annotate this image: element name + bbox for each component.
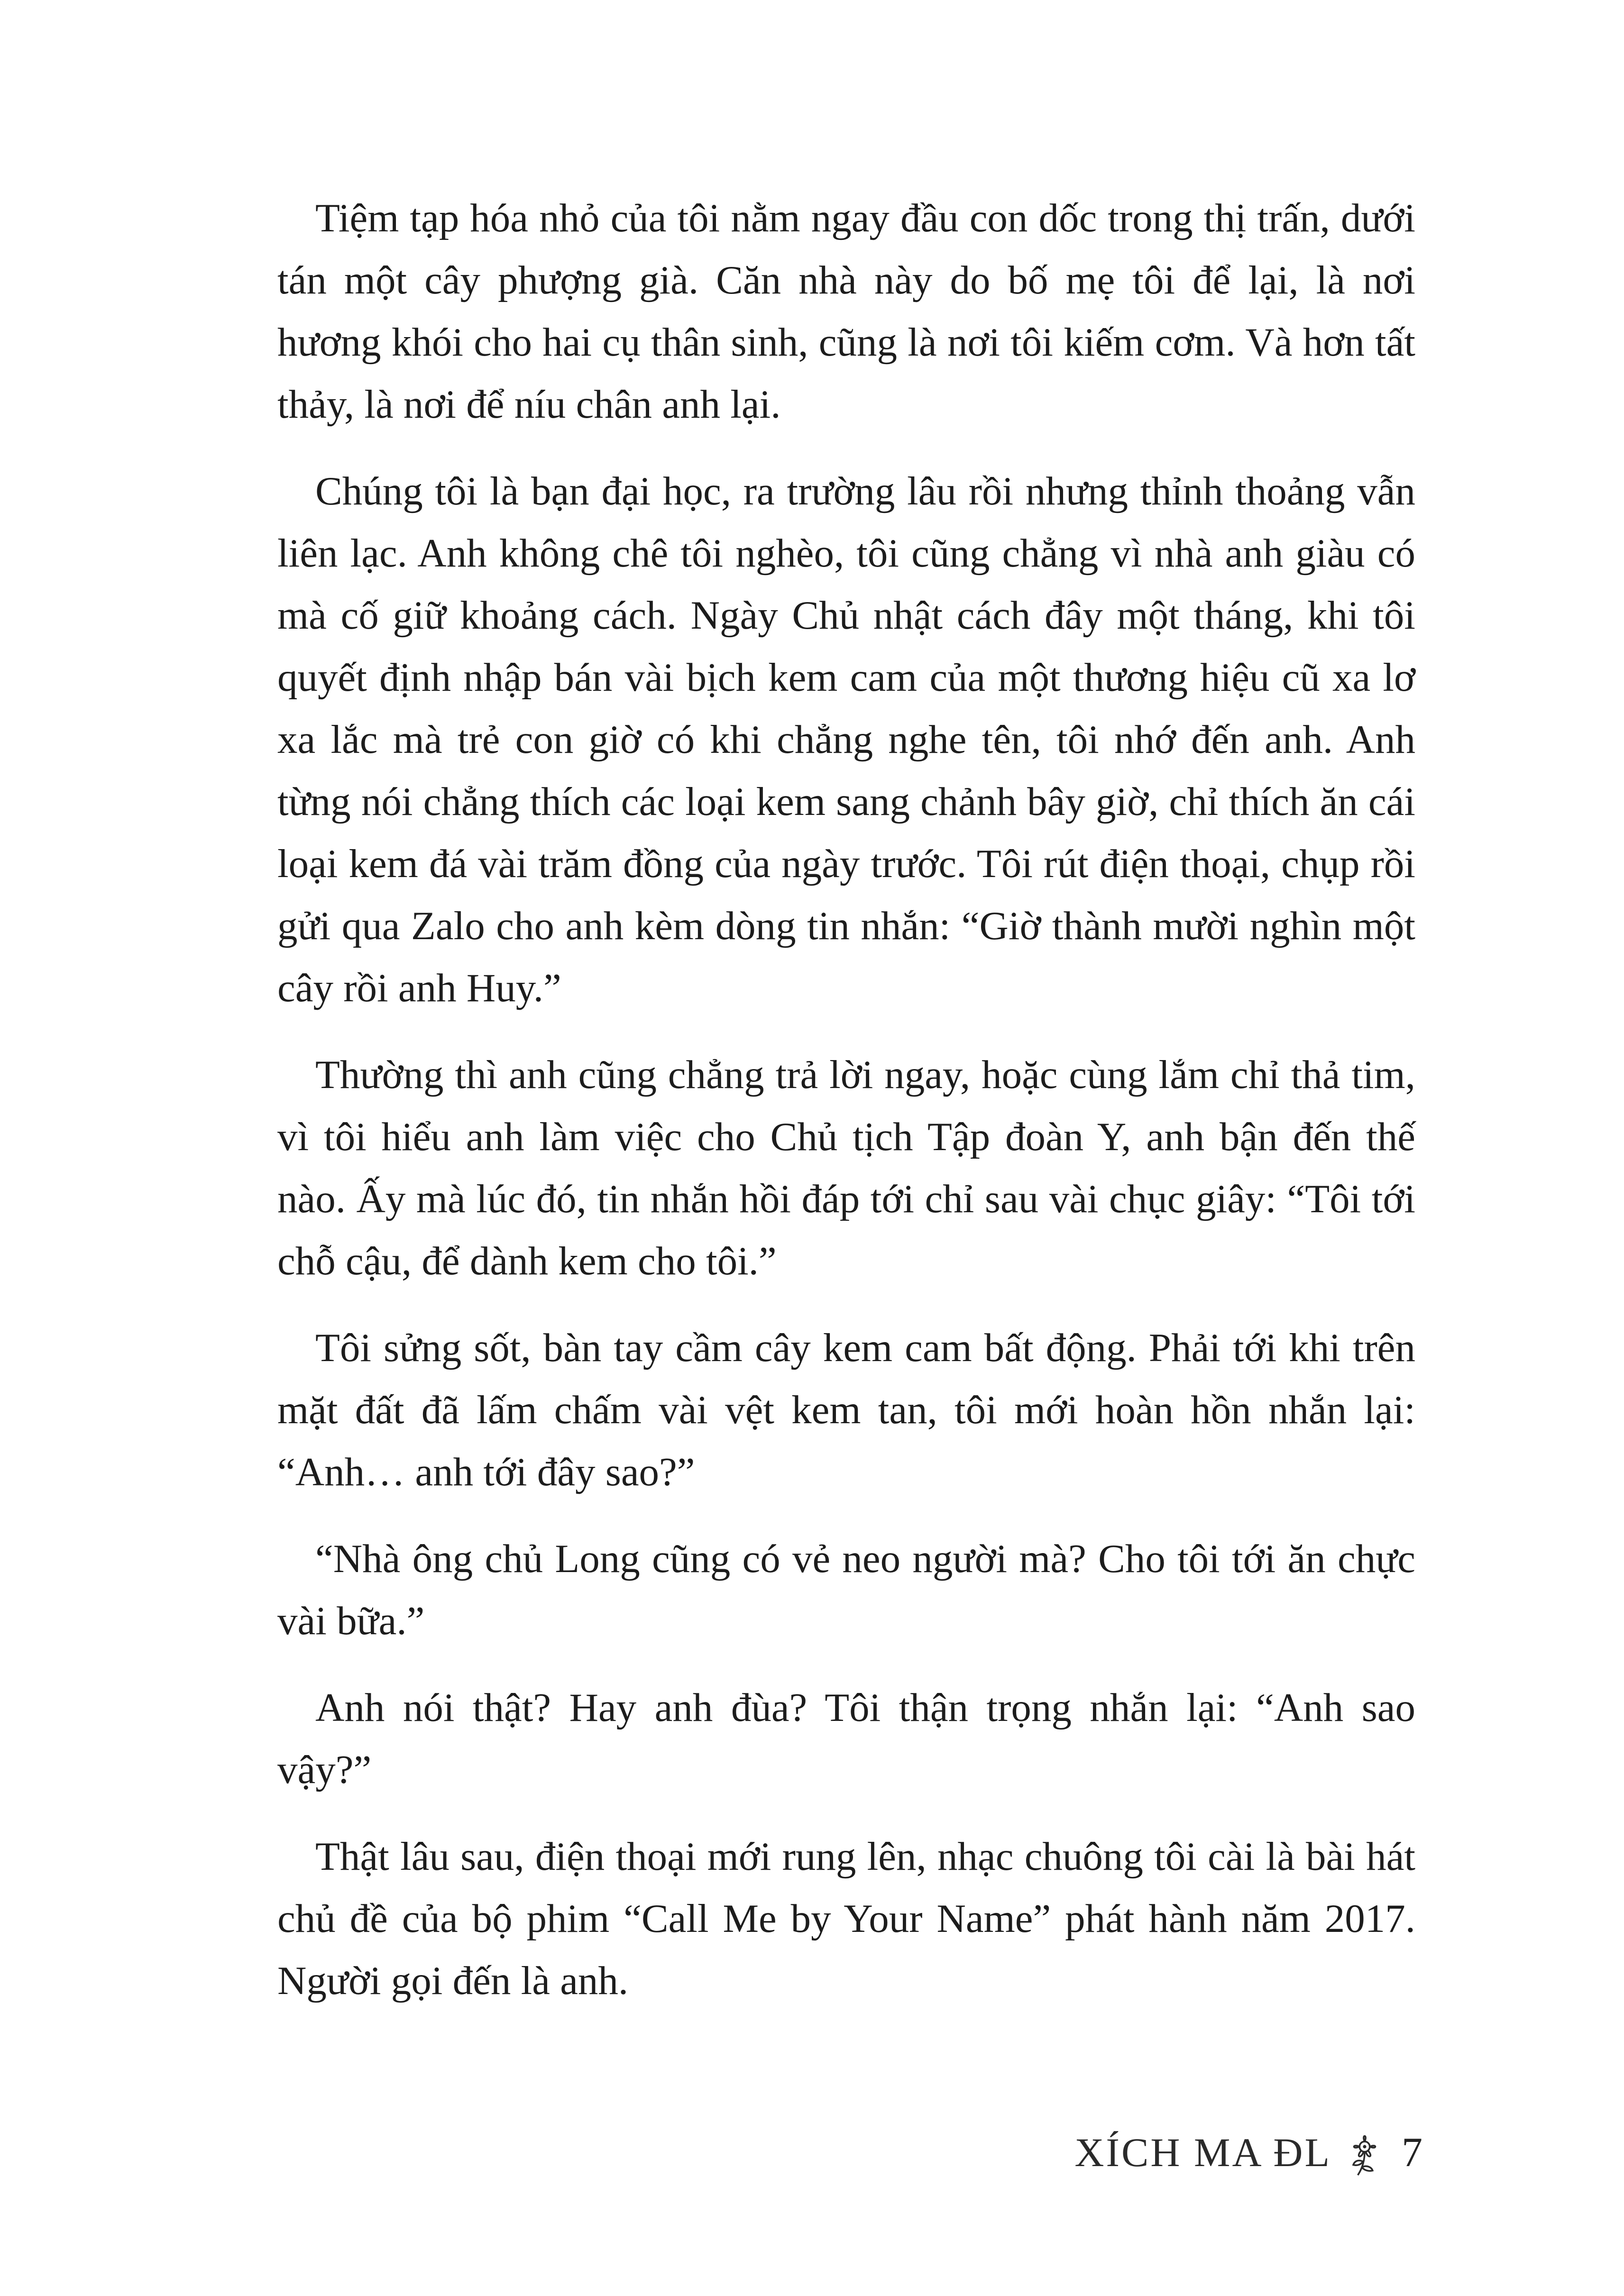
- page-number: 7: [1402, 2129, 1422, 2176]
- body-text: [277, 187, 1415, 2037]
- paragraph: Tiệm tạp hóa nhỏ của tôi nằm ngay đầu con dốc trong thị trấn, dưới tán một cây phượng già. Căn nhà này do bố mẹ tôi để lại, là nơi hương khói cho hai cụ thân sinh, cũng là nơi tôi kiếm cơm. Và hơn tất thảy, là nơi để níu chân anh lại.: [277, 196, 1415, 427]
- paragraph: Thường thì anh cũng chẳng trả lời ngay, hoặc cùng lắm chỉ thả tim, vì tôi hiểu anh làm việc cho Chủ tịch Tập đoàn Y, anh bận đến thế nào. Ấy mà lúc đó, tin nhắn hồi đáp tới chỉ sau vài chục giây: “Tôi tới chỗ cậu, để dành kem cho tôi.”: [277, 1052, 1415, 1283]
- paragraph: Thật lâu sau, điện thoại mới rung lên, nhạc chuông tôi cài là bài hát chủ đề của bộ phim “Call Me by Your Name” phát hành năm 2017. Người gọi đến là anh.: [277, 1834, 1415, 2003]
- page-footer: [1034, 2119, 1422, 2186]
- paragraph: “Nhà ông chủ Long cũng có vẻ neo người mà? Cho tôi tới ăn chực vài bữa.”: [277, 1537, 1415, 1643]
- paragraph: Tôi sửng sốt, bàn tay cầm cây kem cam bất động. Phải tới khi trên mặt đất đã lấm chấm vài vệt kem tan, tôi mới hoàn hồn nhắn lại: “Anh… anh tới đây sao?”: [277, 1326, 1415, 1494]
- paragraph: Anh nói thật? Hay anh đùa? Tôi thận trọng nhắn lại: “Anh sao vậy?”: [277, 1685, 1415, 1792]
- flower-ornament-icon: [1336, 2124, 1393, 2181]
- author-name: XÍCH MA ĐL: [1074, 2130, 1331, 2175]
- paragraph: Chúng tôi là bạn đại học, ra trường lâu rồi nhưng thỉnh thoảng vẫn liên lạc. Anh không chê tôi nghèo, tôi cũng chẳng vì nhà anh giàu có mà cố giữ khoảng cách. Ngày Chủ nhật cách đây một tháng, khi tôi quyết định nhập bán vài bịch kem cam của một thương hiệu cũ xa lơ xa lắc mà trẻ con giờ có khi chẳng nghe tên, tôi nhớ đến anh. Anh từng nói chẳng thích các loại kem sang chảnh bây giờ, chỉ thích ăn cái loại kem đá vài trăm đồng của ngày trước. Tôi rút điện thoại, chụp rồi gửi qua Zalo cho anh kèm dòng tin nhắn: “Giờ thành mười nghìn một cây rồi anh Huy.”: [277, 469, 1415, 1010]
